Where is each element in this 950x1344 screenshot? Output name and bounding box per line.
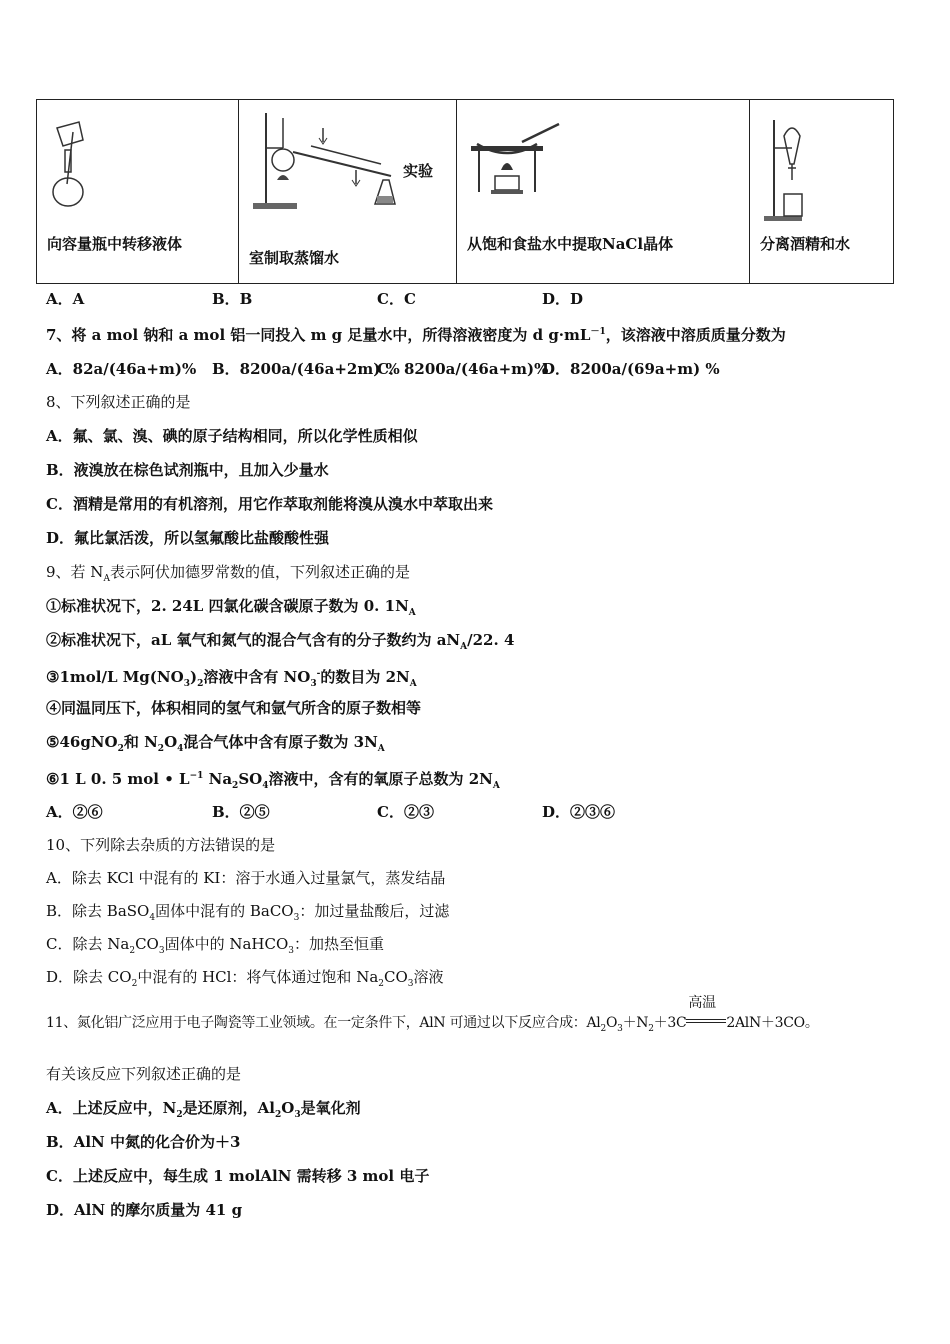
q9-statement-6: ⑥1 L 0. 5 mol • $L^{-1}$ $Na_2SO_4$溶液中，含有的氧原子总数为 $2N_A$ [46, 770, 500, 791]
volumetric-flask-icon [45, 114, 105, 214]
q7-option-d: D．8200a/(69a+m) % [542, 360, 720, 378]
q8-stem: 8、下列叙述正确的是 [46, 393, 191, 411]
q10-option-b: B．除去 BaSO$_4$固体中混有的 BaCO$_3$：加过量盐酸后，过滤 [46, 902, 450, 923]
reaction-arrow [686, 995, 726, 1029]
experiment-table [36, 99, 894, 284]
table-cell-b [239, 100, 457, 283]
cell-caption: 分离酒精和水 [760, 235, 851, 253]
q11-option-a: A．上述反应中，$N_2$是还原剂，$Al_2O_3$是氧化剂 [46, 1099, 361, 1120]
q10-option-a: A．除去 KCl 中混有的 KI：溶于水通入过量氯气，蒸发结晶 [46, 869, 446, 887]
q10-option-d: D．除去 $CO_2$中混有的 HCl：将气体通过饱和 $Na_2CO_3$溶液 [46, 968, 444, 989]
q9-statement-4: ④同温同压下，体积相同的氢气和氩气所含的原子数相等 [46, 699, 422, 717]
table-cell-d [750, 100, 893, 283]
q11-option-d: D．AlN 的摩尔质量为 41 g [46, 1201, 243, 1219]
q8-option-c: C．酒精是常用的有机溶剂，用它作萃取剂能将溴从溴水中萃取出来 [46, 495, 493, 513]
q7-stem: 7、将 a mol 钠和 a mol 铝一同投入 m g 足量水中，所得溶液密度为 d $g\cdot mL^{-1}$，该溶液中溶质质量分数为 [46, 326, 786, 344]
q8-option-b: B．液溴放在棕色试剂瓶中，且加入少量水 [46, 461, 329, 479]
evaporating-dish-icon [467, 122, 567, 204]
q10-stem: 10、下列除去杂质的方法错误的是 [46, 836, 276, 854]
table-cell-a [37, 100, 239, 283]
cell-label: 实验 [403, 162, 434, 180]
q11-option-c: C．上述反应中，每生成 1 molAlN 需转移 3 mol 电子 [46, 1167, 430, 1185]
q9-stem: 9、若 $N_A$表示阿伏加德罗常数的值，下列叙述正确的是 [46, 563, 410, 584]
q9-option-b: B．②⑤ [212, 803, 270, 821]
q11-stem-2: 有关该反应下列叙述正确的是 [46, 1065, 242, 1083]
q9-statement-1: ①标准状况下，2. 24L 四氯化碳含碳原子数为 0. $1N_A$ [46, 597, 416, 618]
q9-statement-5: ⑤46gNO$_2$和 $N_2O_4$混合气体中含有原子数为 $3N_A$ [46, 733, 385, 754]
q9-option-c: C．②③ [377, 803, 434, 821]
q7-option-a: A．82a/(46a+m)% [46, 360, 197, 378]
q9-statement-3: ③1mol/L $Mg(NO_3)_2$溶液中含有 $NO_3^-$的数目为 $2N_A$ [46, 668, 417, 689]
separatory-funnel-icon [762, 118, 822, 223]
q7-option-c: C．8200a/(46a+m)% [377, 360, 549, 378]
cell-caption: 室制取蒸馏水 [249, 249, 340, 267]
q10-option-c: C．除去 $Na_2CO_3$固体中的 NaHCO$_3$：加热至恒重 [46, 935, 385, 956]
q6-option-c: C．C [377, 290, 416, 308]
q11-stem: 11、氮化铝广泛应用于电子陶瓷等工业领域。在一定条件下，AlN 可通过以下反应合成：$Al_2O_3+N_2+3C$ 高温 2AlN＋3CO。 [46, 995, 819, 1034]
q8-option-a: A．氟、氯、溴、碘的原子结构相同，所以化学性质相似 [46, 427, 418, 445]
cell-caption: 从饱和食盐水中提取NaCl晶体 [467, 235, 674, 253]
q6-option-a: A．A [46, 290, 85, 308]
q9-option-d: D．②③⑥ [542, 803, 616, 821]
q6-option-d: D．D [542, 290, 584, 308]
q6-option-b: B．B [212, 290, 253, 308]
cell-caption: 向容量瓶中转移液体 [47, 235, 183, 253]
q9-option-a: A．②⑥ [46, 803, 103, 821]
reaction-condition: 高温 [688, 995, 716, 1011]
q7-option-b: B．8200a/(46a+2m) % [212, 360, 400, 378]
table-cell-c [457, 100, 750, 283]
q9-statement-2: ②标准状况下，aL 氧气和氮气的混合气含有的分子数约为 $aN_A/22$. 4 [46, 631, 515, 652]
q11-option-b: B．AlN 中氮的化合价为＋3 [46, 1133, 241, 1151]
q8-option-d: D．氟比氯活泼，所以氢氟酸比盐酸酸性强 [46, 529, 330, 547]
